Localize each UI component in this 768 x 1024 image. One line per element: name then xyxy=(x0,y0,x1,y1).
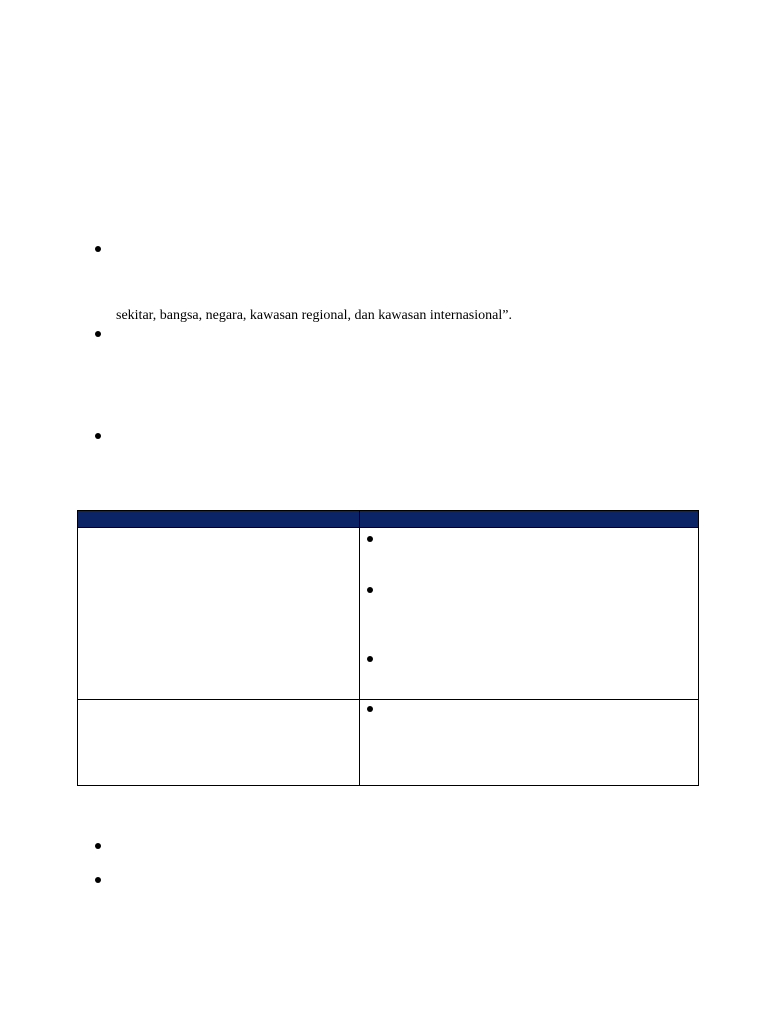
list-bullet xyxy=(367,587,373,593)
table-cell-left xyxy=(78,700,360,786)
table-header-row xyxy=(78,511,699,528)
list-bullet xyxy=(95,331,101,337)
content-table xyxy=(77,510,699,786)
table-header-cell xyxy=(78,511,360,528)
table-header-cell xyxy=(360,511,699,528)
table-cell-right xyxy=(360,528,699,700)
list-bullet xyxy=(95,877,101,883)
list-bullet xyxy=(367,706,373,712)
list-bullet xyxy=(95,843,101,849)
table-row xyxy=(78,528,699,700)
list-bullet xyxy=(95,433,101,439)
table-row xyxy=(78,700,699,786)
list-bullet xyxy=(95,246,101,252)
table-cell-left xyxy=(78,528,360,700)
list-bullet xyxy=(367,656,373,662)
list-bullet xyxy=(367,536,373,542)
table-cell-right xyxy=(360,700,699,786)
paragraph-text: sekitar, bangsa, negara, kawasan regional, dan kawasan internasional”. xyxy=(116,308,512,323)
